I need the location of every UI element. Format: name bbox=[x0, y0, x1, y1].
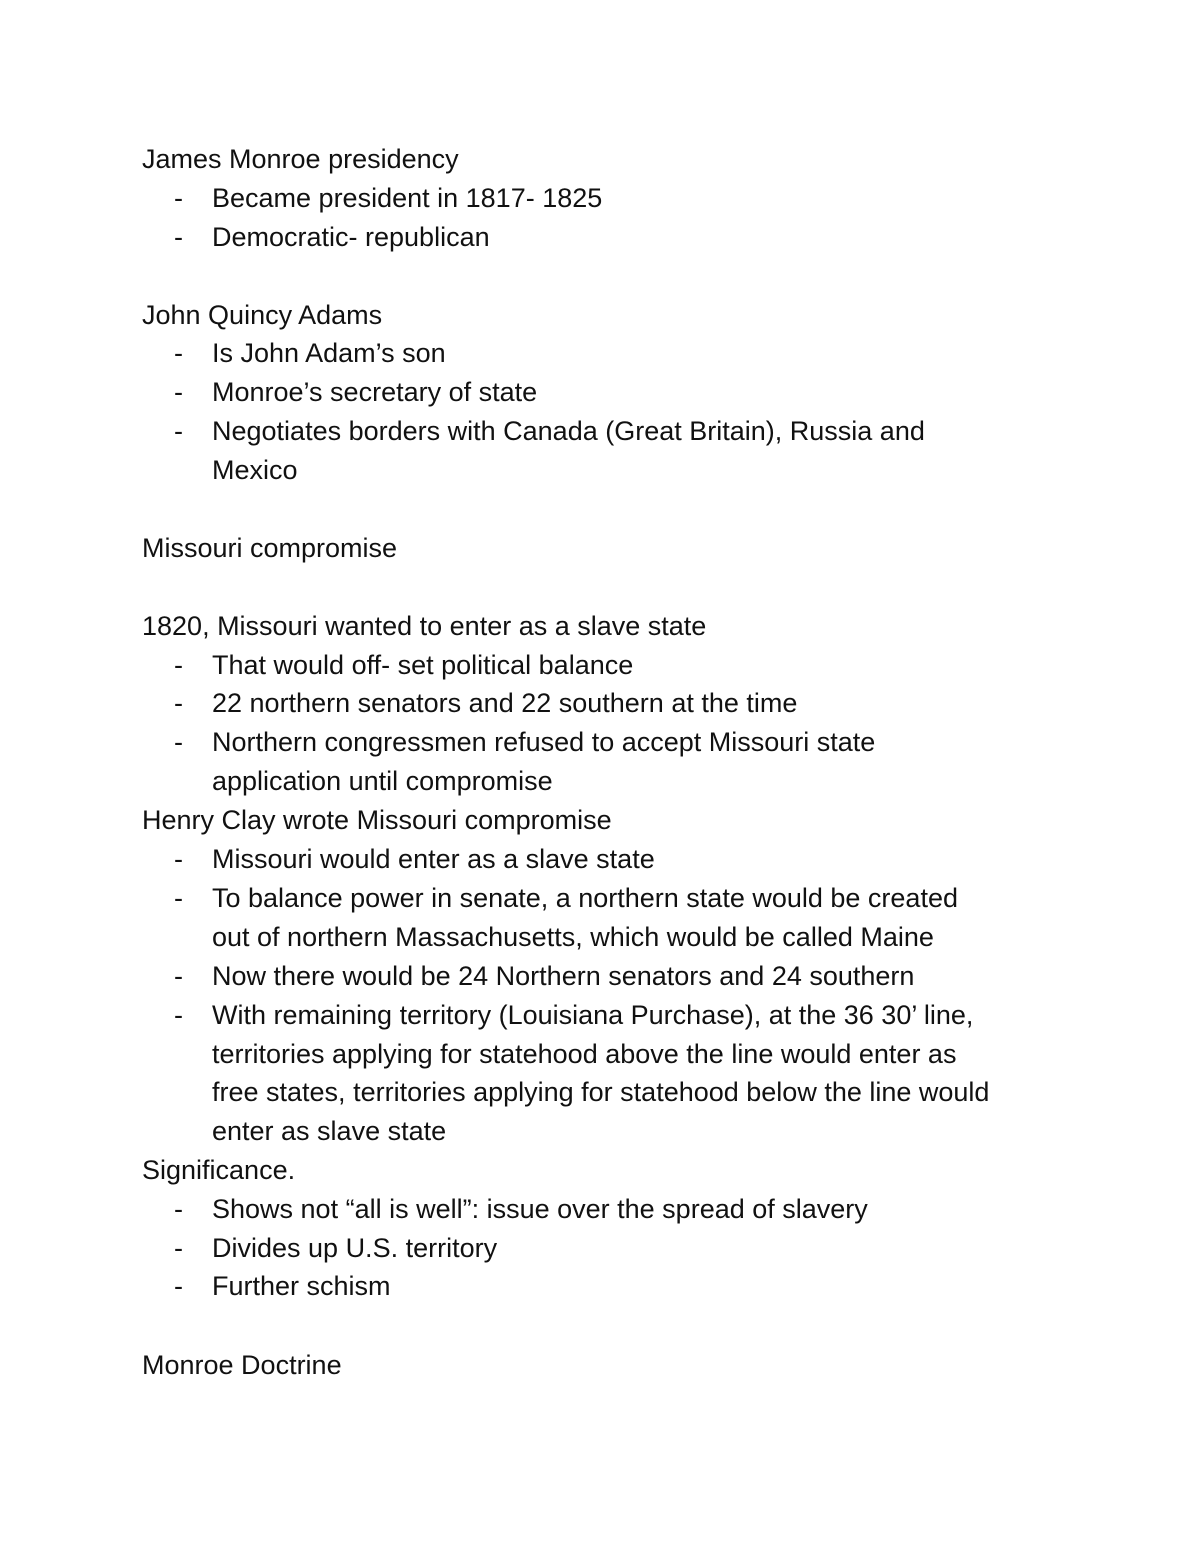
bullet-text: Now there would be 24 Northern senators and 24 southern bbox=[212, 961, 915, 991]
bullet-marker: - bbox=[174, 1194, 183, 1224]
section-heading: 1820, Missouri wanted to enter as a slave state bbox=[142, 611, 707, 641]
bullet-marker: - bbox=[174, 1000, 183, 1030]
bullet-text-continuation: out of northern Massachusetts, which would be called Maine bbox=[212, 922, 934, 952]
section-heading: Monroe Doctrine bbox=[142, 1350, 342, 1380]
section-heading: Significance. bbox=[142, 1155, 296, 1185]
bullet-text: With remaining territory (Louisiana Purchase), at the 36 30’ line, bbox=[212, 1000, 974, 1030]
bullet-marker: - bbox=[174, 377, 183, 407]
bullet-marker: - bbox=[174, 688, 183, 718]
bullet-text: Negotiates borders with Canada (Great Britain), Russia and bbox=[212, 416, 925, 446]
bullet-text-continuation: enter as slave state bbox=[212, 1116, 447, 1146]
bullet-text: Democratic- republican bbox=[212, 222, 490, 252]
bullet-text: That would off- set political balance bbox=[212, 650, 634, 680]
bullet-marker: - bbox=[174, 727, 183, 757]
bullet-text: Is John Adam’s son bbox=[212, 338, 446, 368]
bullet-text: Divides up U.S. territory bbox=[212, 1233, 498, 1263]
bullet-text: Further schism bbox=[212, 1271, 391, 1301]
bullet-text: Northern congressmen refused to accept Missouri state bbox=[212, 727, 876, 757]
section-heading: James Monroe presidency bbox=[142, 144, 459, 174]
bullet-text: Missouri would enter as a slave state bbox=[212, 844, 655, 874]
bullet-marker: - bbox=[174, 338, 183, 368]
bullet-text-continuation: Mexico bbox=[212, 455, 298, 485]
bullet-marker: - bbox=[174, 416, 183, 446]
bullet-text: Became president in 1817- 1825 bbox=[212, 183, 603, 213]
bullet-text: Monroe’s secretary of state bbox=[212, 377, 538, 407]
section-heading: Henry Clay wrote Missouri compromise bbox=[142, 805, 612, 835]
bullet-marker: - bbox=[174, 961, 183, 991]
bullet-text: To balance power in senate, a northern state would be created bbox=[212, 883, 958, 913]
bullet-marker: - bbox=[174, 222, 183, 252]
bullet-marker: - bbox=[174, 650, 183, 680]
bullet-marker: - bbox=[174, 1233, 183, 1263]
bullet-text: Shows not “all is well”: issue over the spread of slavery bbox=[212, 1194, 868, 1224]
section-heading: Missouri compromise bbox=[142, 533, 398, 563]
section-heading: John Quincy Adams bbox=[142, 300, 383, 330]
bullet-marker: - bbox=[174, 183, 183, 213]
bullet-text: 22 northern senators and 22 southern at the time bbox=[212, 688, 798, 718]
bullet-marker: - bbox=[174, 844, 183, 874]
bullet-text-continuation: free states, territories applying for statehood below the line would bbox=[212, 1077, 990, 1107]
bullet-text-continuation: territories applying for statehood above the line would enter as bbox=[212, 1039, 957, 1069]
bullet-marker: - bbox=[174, 1271, 183, 1301]
bullet-marker: - bbox=[174, 883, 183, 913]
bullet-text-continuation: application until compromise bbox=[212, 766, 553, 796]
